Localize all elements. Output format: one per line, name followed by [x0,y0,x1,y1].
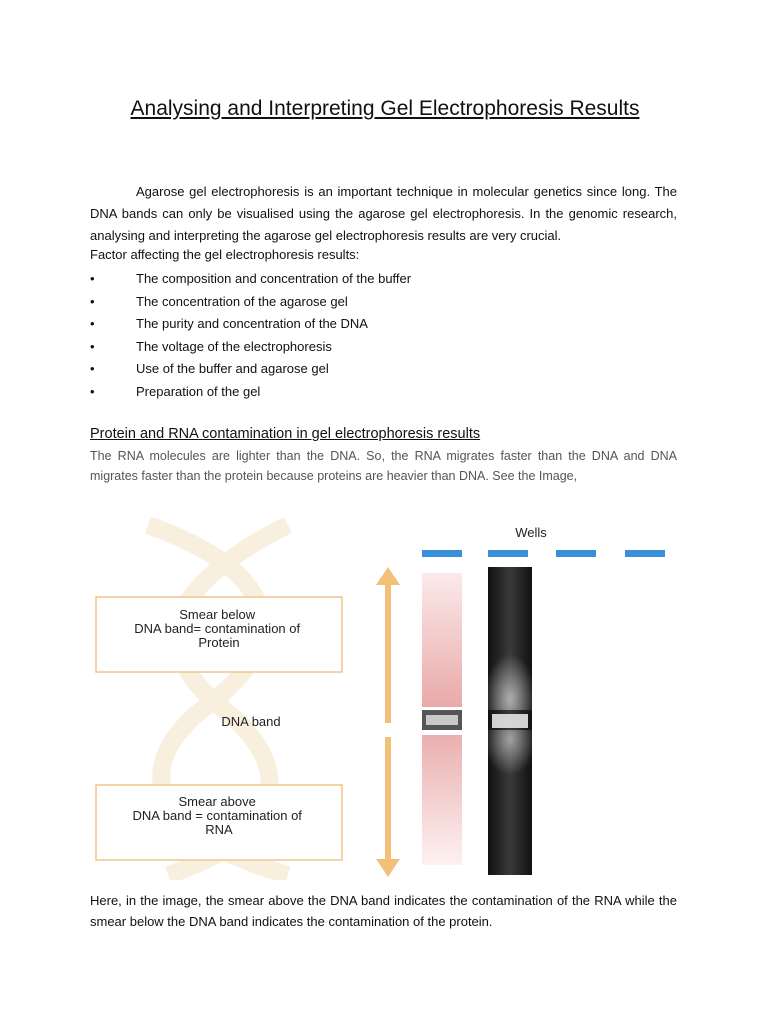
smear-below-line-2: DNA band= contamination of [134,621,301,636]
smear-above-line-1: Smear above [178,794,256,809]
document-title: Analysing and Interpreting Gel Electrophoresis Results [130,97,640,120]
intro-text: Agarose gel electrophoresis is an important technique in molecular genetics since long. The DNA bands can only be visualised using the agarose gel electrophoresis. In the genomic research, analysing and interpreting the agarose gel electrophoresis results are very crucial. [90,184,677,243]
section-paragraph: The RNA molecules are lighter than the DNA. So, the RNA migrates faster than the DNA and DNA migrates faster than the protein because proteins are heavier than DNA. See the Image, [90,449,677,483]
bullet: • [90,361,95,377]
bullet: • [90,271,95,286]
intro-paragraph [90,181,677,246]
gel-figure [88,515,688,880]
smear-above-line-3: RNA [205,822,233,837]
direction-arrow [376,567,400,877]
smear-above-line-2: DNA band = contamination of [132,808,302,823]
well-1 [422,550,462,557]
smear-below-line-1: Smear below [179,607,256,622]
smear-below-line-3: Protein [198,635,240,650]
section-heading: Protein and RNA contamination in gel electrophoresis results [90,426,481,442]
bullet: • [90,316,95,332]
bullet: • [90,383,95,399]
wells-label: Wells [515,525,547,540]
conclusion-paragraph: Here, in the image, the smear above the DNA band indicates the contamination of the RNA while the smear below the DNA band indicates the contamination of the protein. [90,893,677,929]
well-3 [556,550,596,557]
smear-lane-bottom [422,735,462,865]
factor-heading: Factor affecting the gel electrophoresis results: [90,247,360,262]
bullet: • [90,338,95,354]
well-2 [488,550,528,557]
well-4 [625,550,665,557]
bullet: • [90,293,95,309]
dna-band-label: DNA band [221,714,281,729]
smear-lane-top [422,573,462,707]
